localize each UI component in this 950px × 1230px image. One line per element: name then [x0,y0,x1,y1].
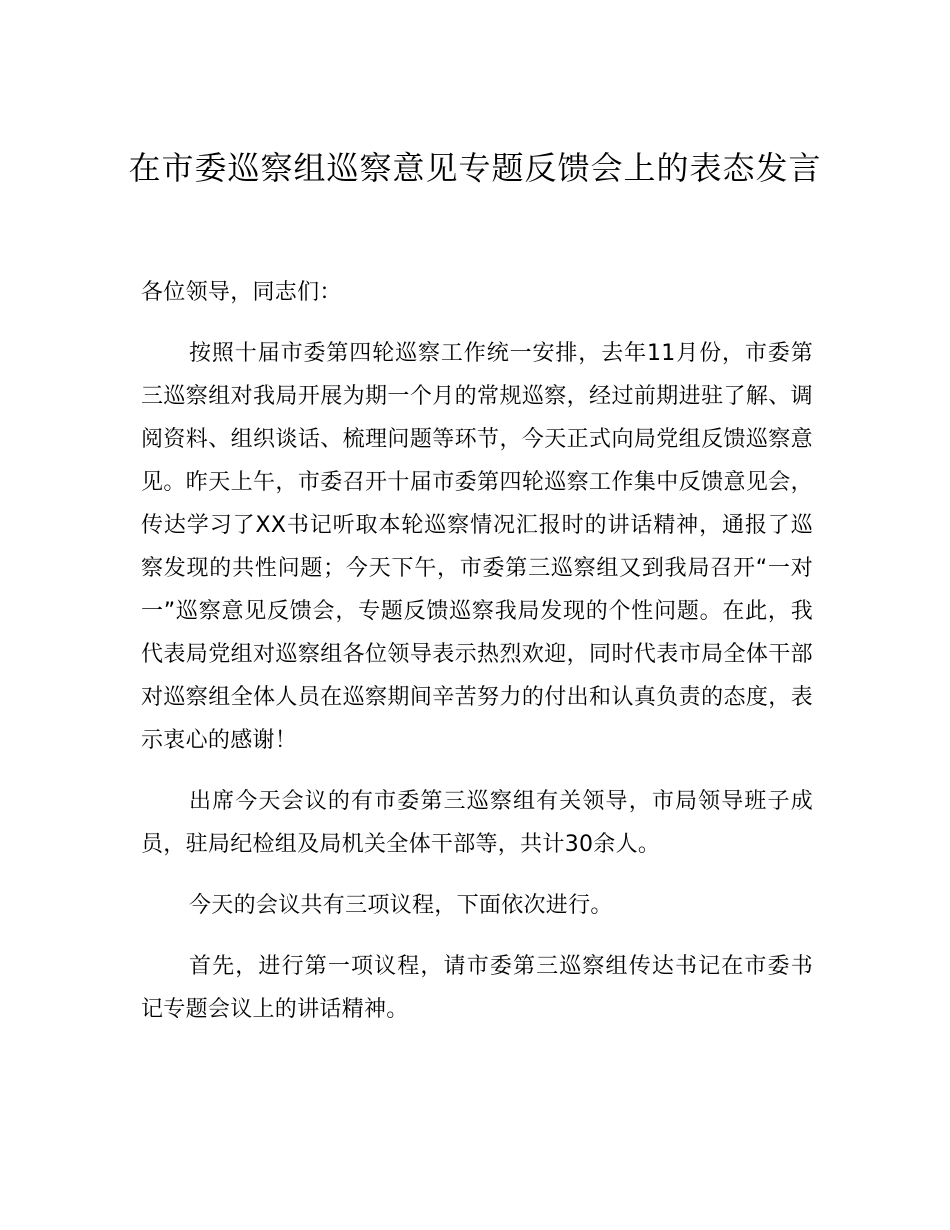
paragraph-first-item: 首先，进行第一项议程，请市委第三巡察组传达书记在市委书记专题会议上的讲话精神。 [141,954,813,1022]
paragraph-opening: 按照十届市委第四轮巡察工作统一安排，去年11月份，市委第三巡察组对我局开展为期一个月的常规巡察，经过前期进驻了解、调阅资料、组织谈话、梳理问题等环节，今天正式向局党组反馈巡察意见。昨天上午，市委召开十届市委第四轮巡察工作集中反馈意见会，传达学习了XX书记听取本轮巡察情况汇报时的讲话精神，通报了巡察发现的共性问题；今天下午，市委第三巡察组又到我局召开“一对一”巡察意见反馈会，专题反馈巡察我局发现的个性问题。在此，我代表局党组对巡察组各位领导表示热烈欢迎，同时代表市局全体干部对巡察组全体人员在巡察期间辛苦努力的付出和认真负责的态度，表示衷心的感谢！ [141,341,813,753]
salutation: 各位领导，同志们： [141,280,342,305]
document-body [141,271,813,1049]
paragraph-attendees: 出席今天会议的有市委第三巡察组有关领导，市局领导班子成员，驻局纪检组及局机关全体干部等，共计30余人。 [141,789,813,857]
document-title: 在市委巡察组巡察意见专题反馈会上的表态发言 [128,149,822,187]
paragraph-agenda: 今天的会议共有三项议程，下面依次进行。 [189,893,613,918]
